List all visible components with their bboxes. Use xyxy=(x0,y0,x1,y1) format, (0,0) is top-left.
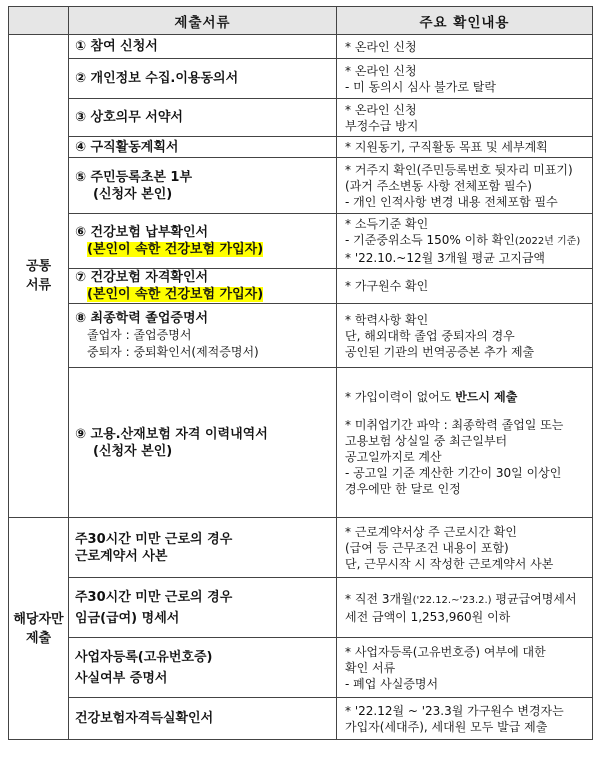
detail-cell: * 온라인 신청 xyxy=(337,35,593,59)
detail-cell: * 지원동기, 구직활동 목표 및 세부계획 xyxy=(337,137,593,158)
doc-cell: ⑥ 건강보험 납부확인서 (본인이 속한 건강보험 가입자) xyxy=(69,214,337,269)
detail-cell: * 근로계약서상 주 근로시간 확인 (급여 등 근무조건 내용이 포함) 단, 근무시작 시 작성한 근로계약서 사본 xyxy=(337,518,593,578)
header-corner xyxy=(9,7,69,35)
document-table xyxy=(8,6,593,740)
table-row xyxy=(9,304,593,368)
detail-cell: * 온라인 신청 부정수급 방지 xyxy=(337,99,593,137)
table-row xyxy=(9,158,593,214)
detail-cell: * 거주지 확인(주민등록번호 뒷자리 미표기) (과거 주소변동 사항 전체포함 필수) - 개인 인적사항 변경 내용 전체포함 필수 xyxy=(337,158,593,214)
detail-cell: * 가구원수 확인 xyxy=(337,269,593,304)
detail-cell: * 사업자등록(고유번호증) 여부에 대한 확인 서류 - 폐업 사실증명서 xyxy=(337,638,593,698)
doc-cell: ① 참여 신청서 xyxy=(69,35,337,59)
table-row xyxy=(9,368,593,518)
header-check: 주요 확인내용 xyxy=(337,7,593,35)
table-row xyxy=(9,638,593,698)
group-label-common: 공통 서류 xyxy=(9,35,69,518)
table-row xyxy=(9,137,593,158)
doc-cell: 주30시간 미만 근로의 경우 임금(급여) 명세서 xyxy=(69,578,337,638)
group-label-applicable: 해당자만 제출 xyxy=(9,518,69,740)
table-row xyxy=(9,35,593,59)
doc-cell: ⑧ 최종학력 졸업증명서 졸업자 : 졸업증명서 중퇴자 : 중퇴확인서(제적증명서) xyxy=(69,304,337,368)
doc-cell: 주30시간 미만 근로의 경우 근로계약서 사본 xyxy=(69,518,337,578)
detail-cell: * 온라인 신청 - 미 동의시 심사 불가로 탈락 xyxy=(337,59,593,99)
detail-cell: * 가입이력이 없어도 반드시 제출 * 미취업기간 파악 : 최종학력 졸업일 또는 고용보험 상실일 중 최근일부터 공고일까지로 계산 - 공고일 기준 계산한 기간이 30일 이상인 경우에만 한 달로 인정 xyxy=(337,368,593,518)
doc-cell: ⑤ 주민등록초본 1부 (신청자 본인) xyxy=(69,158,337,214)
table-row xyxy=(9,698,593,740)
detail-cell: * 소득기준 확인 - 기준중위소득 150% 이하 확인(2022년 기준) * '22.10.~12월 3개월 평균 고지금액 xyxy=(337,214,593,269)
doc-cell: ④ 구직활동계획서 xyxy=(69,137,337,158)
doc-cell: ⑨ 고용.산재보험 자격 이력내역서 (신청자 본인) xyxy=(69,368,337,518)
doc-cell: 사업자등록(고유번호증) 사실여부 증명서 xyxy=(69,638,337,698)
table-row xyxy=(9,518,593,578)
table-row xyxy=(9,59,593,99)
table-row xyxy=(9,214,593,269)
detail-cell: * 직전 3개월('22.12.~'23.2.) 평균급여명세서 세전 금액이 1,253,960원 이하 xyxy=(337,578,593,638)
detail-cell: * '22.12월 ~ '23.3월 가구원수 변경자는 가입자(세대주), 세대원 모두 발급 제출 xyxy=(337,698,593,740)
header-docs: 제출서류 xyxy=(69,7,337,35)
table-header-row xyxy=(9,7,593,35)
doc-cell: ② 개인정보 수집.이용동의서 xyxy=(69,59,337,99)
table-row xyxy=(9,99,593,137)
table-row xyxy=(9,269,593,304)
doc-cell: 건강보험자격득실확인서 xyxy=(69,698,337,740)
table-row xyxy=(9,578,593,638)
highlighted-text: (본인이 속한 건강보험 가입자) xyxy=(87,287,264,302)
highlighted-text: (본인이 속한 건강보험 가입자) xyxy=(87,242,264,257)
emphasis-text: 반드시 제출 xyxy=(455,389,518,404)
document-table-wrapper xyxy=(8,6,592,740)
doc-cell: ③ 상호의무 서약서 xyxy=(69,99,337,137)
detail-cell: * 학력사항 확인 단, 해외대학 졸업 중퇴자의 경우 공인된 기관의 번역공증본 추가 제출 xyxy=(337,304,593,368)
doc-cell: ⑦ 건강보험 자격확인서 (본인이 속한 건강보험 가입자) xyxy=(69,269,337,304)
